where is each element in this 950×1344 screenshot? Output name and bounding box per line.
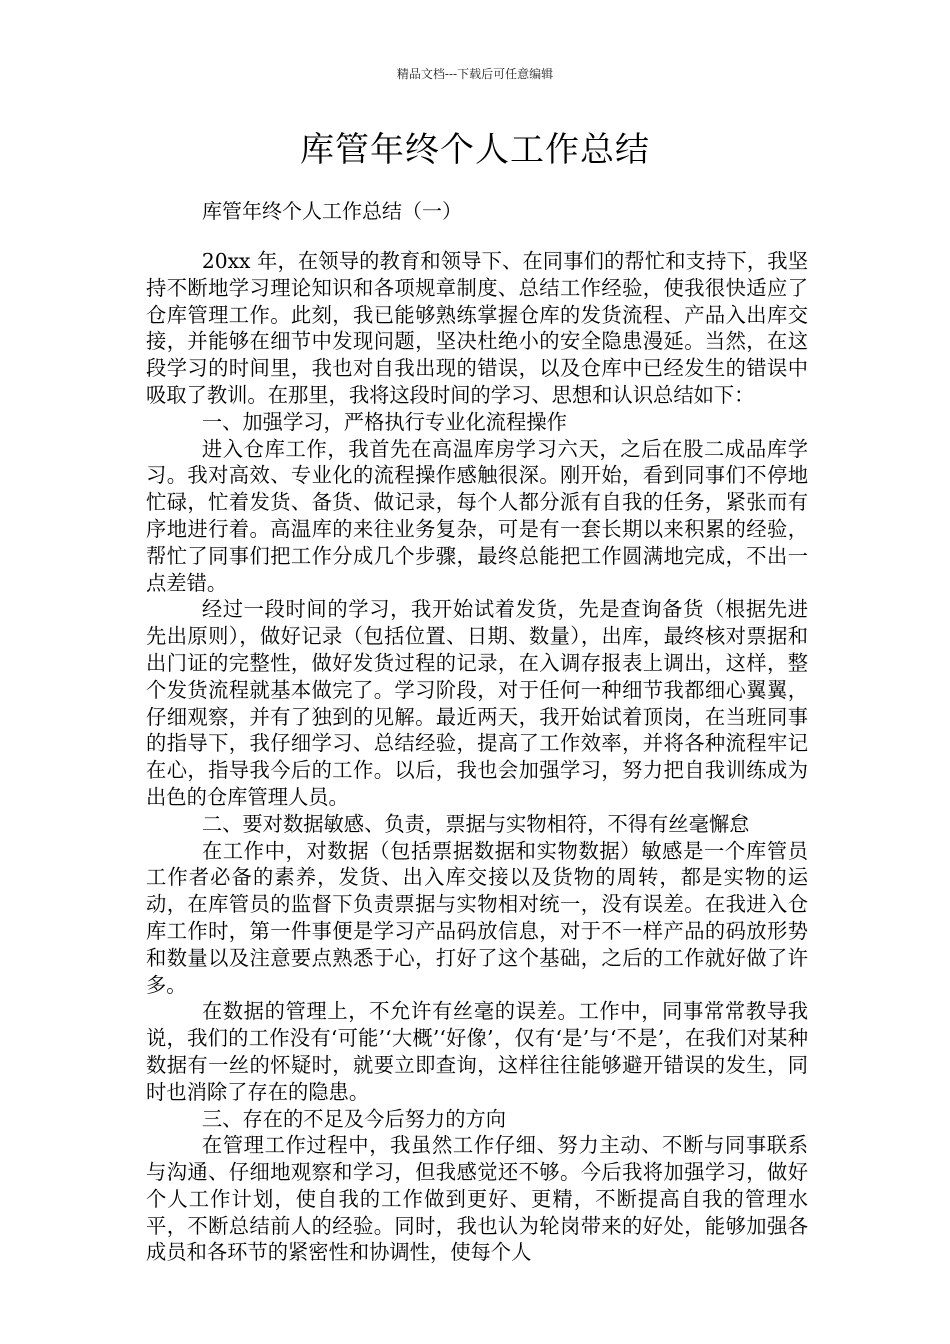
paragraph: 20xx 年，在领导的教育和领导下、在同事们的帮忙和支持下，我坚持不断地学习理论知识和各项规章制度、总结工作经验，使我很快适应了仓库管理工作。此刻，我已能够熟练掌握仓库的发货流程、产品入出库交接，并能够在细节中发现问题，坚决杜绝小的安全隐患漫延。当然，在这段学习的时间里，我也对自我出现的错误，以及仓库中已经发生的错误中吸取了教训。在那里，我将这段时间的学习、思想和认识总结如下： bbox=[146, 249, 808, 407]
paragraph: 在工作中，对数据（包括票据数据和实物数据）敏感是一个库管员工作者必备的素养，发货、出入库交接以及货物的周转，都是实物的运动，在库管员的监督下负责票据与实物相对统一，没有误差。在我进入仓库工作时，第一件事便是学习产品码放信息，对于不一样产品的码放形势和数量以及注意要点熟悉于心，打好了这个基础，之后的工作就好做了许多。 bbox=[146, 838, 808, 997]
paragraph: 经过一段时间的学习，我开始试着发货，先是查询备货（根据先进先出原则），做好记录（包括位置、日期、数量），出库，最终核对票据和出门证的完整性，做好发货过程的记录，在入调存报表上调出，这样，整个发货流程就基本做完了。学习阶段，对于任何一种细节我都细心翼翼，仔细观察，并有了独到的见解。最近两天，我开始试着顶岗，在当班同事的指导下，我仔细学习、总结经验，提高了工作效率，并将各种流程牢记在心，指导我今后的工作。以后，我也会加强学习，努力把自我训练成为出色的仓库管理人员。 bbox=[146, 597, 808, 809]
paragraph: 进入仓库工作，我首先在高温库房学习六天，之后在股二成品库学习。我对高效、专业化的流程操作感触很深。刚开始，看到同事们不停地忙碌，忙着发货、备货、做记录，每个人都分派有自我的任务，紧张而有序地进行着。高温库的来往业务复杂，可是有一套长期以来积累的经验，帮忙了同事们把工作分成几个步骤，最终总能把工作圆满地完成，不出一点差错。 bbox=[146, 436, 808, 595]
section-heading: 三、存在的不足及今后努力的方向 bbox=[201, 1106, 507, 1131]
section-heading: 一、加强学习，严格执行专业化流程操作 bbox=[201, 409, 567, 434]
document-title: 库管年终个人工作总结 bbox=[300, 130, 650, 170]
paragraph: 在管理工作过程中，我虽然工作仔细、努力主动、不断与同事联系与沟通、仔细地观察和学习，但我感觉还不够。今后我将加强学习，做好个人工作计划，使自我的工作做到更好、更精，不断提高自我的管理水平，不断总结前人的经验。同时，我也认为轮岗带来的好处，能够加强各成员和各环节的紧密性和协调性，使每个人 bbox=[146, 1133, 808, 1265]
section-heading: 二、要对数据敏感、负责，票据与实物相符，不得有丝毫懈怠 bbox=[201, 811, 750, 836]
paragraph: 在数据的管理上，不允许有丝毫的误差。工作中，同事常常教导我说，我们的工作没有‘可能’‘大概’‘好像’，仅有‘是’与‘不是’，在我们对某种数据有一丝的怀疑时，就要立即查询，这样往往能够避开错误的发生，同时也消除了存在的隐患。 bbox=[146, 999, 808, 1104]
document-body bbox=[146, 248, 808, 1266]
document-subtitle: 库管年终个人工作总结（一） bbox=[202, 199, 462, 223]
page-header: 精品文档---下载后可任意编辑 bbox=[396, 67, 554, 81]
